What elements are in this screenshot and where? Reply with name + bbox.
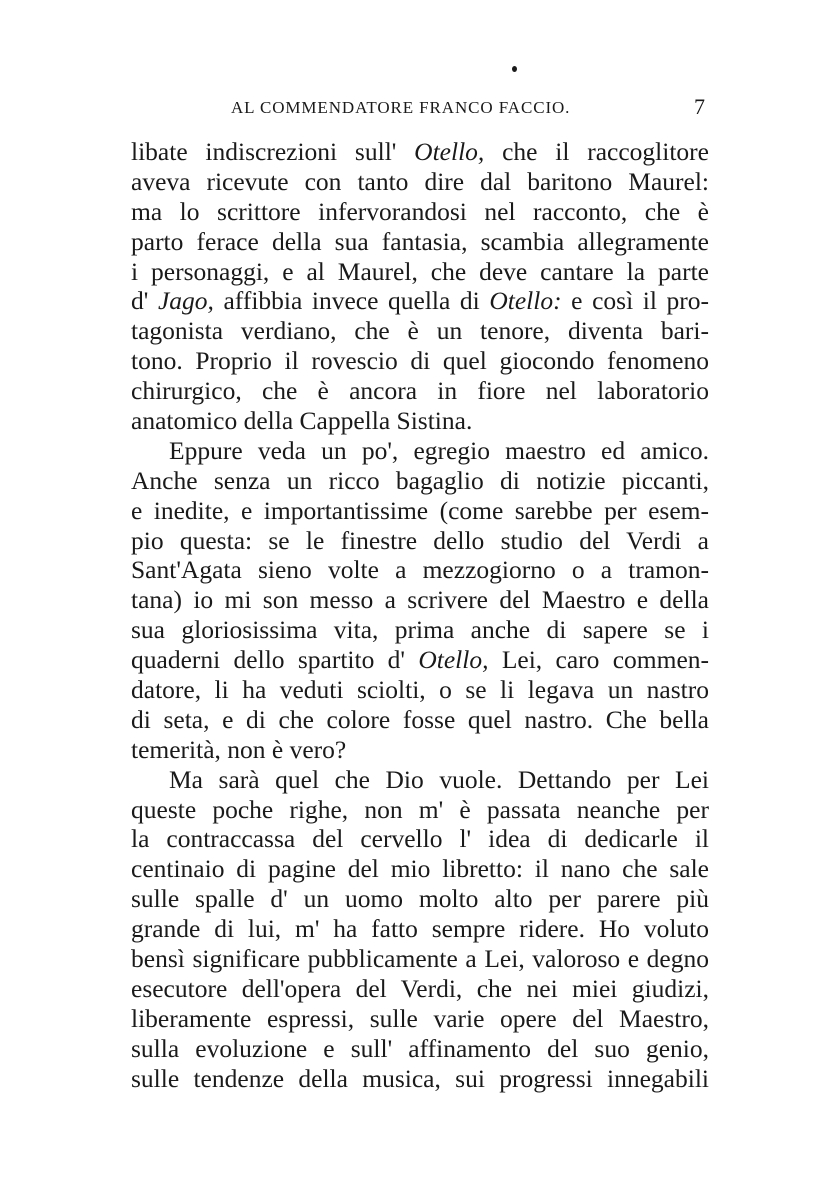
text-line: [131, 914, 709, 944]
text-segment: Lei, caro commen-: [488, 645, 709, 675]
text-line: [131, 1034, 709, 1064]
text-line: [131, 555, 709, 585]
text-segment: chirurgico, che è ancora in fiore nel laboratorio: [131, 376, 709, 406]
text-segment: sua gloriosissima vita, prima anche di sapere se i: [131, 615, 709, 645]
text-line: [131, 765, 709, 795]
text-line: [131, 795, 709, 825]
text-segment: tono. Proprio il rovescio di quel giocondo fenomeno: [131, 346, 709, 376]
text-segment: affibbia invece quella di: [213, 286, 490, 316]
text-line: [131, 974, 709, 1004]
text-segment: ma lo scrittore infervorandosi nel racconto, che è: [131, 196, 709, 226]
body-text: [131, 137, 709, 1094]
running-head: AL COMMENDATORE FRANCO FACCIO.: [231, 98, 571, 117]
text-segment: sulle spalle d' un uomo molto alto per parere più: [131, 884, 709, 914]
text-segment: Sant'Agata sieno volte a mezzogiorno o a tramon-: [131, 555, 709, 585]
text-segment: bensì significare pubblicamente a Lei, valoroso e degno: [131, 944, 709, 974]
text-line: [131, 257, 709, 287]
text-segment: sulle tendenze della musica, sui progressi innegabili: [131, 1063, 709, 1093]
text-line: [131, 376, 709, 406]
text-segment: e così il pro-: [561, 286, 709, 316]
text-line: [131, 496, 709, 526]
italic-title: Jago,: [157, 286, 214, 316]
text-line: [131, 436, 709, 466]
text-line: [131, 197, 709, 227]
text-segment: queste poche righe, non m' è passata neanche per: [131, 794, 709, 824]
text-segment: pio questa: se le finestre dello studio del Verdi a: [131, 525, 709, 555]
text-segment: libate indiscrezioni sull': [131, 137, 415, 166]
text-line: [131, 1064, 709, 1094]
text-line: [131, 824, 709, 854]
italic-title: Otello:: [489, 286, 562, 316]
text-line: [131, 1004, 709, 1034]
text-line: [131, 406, 709, 436]
text-line: [131, 645, 709, 675]
text-segment: e inedite, e importantissime (come sarebbe per esem-: [131, 495, 709, 525]
text-line: [131, 137, 709, 167]
text-line: [131, 705, 709, 735]
text-line: [131, 585, 709, 615]
text-segment: tana) io mi son messo a scrivere del Maestro e della: [131, 585, 709, 615]
italic-title: Otello,: [418, 645, 489, 675]
text-segment: tagonista verdiano, che è un tenore, diventa bari-: [131, 316, 709, 346]
text-segment: sulla evoluzione e sull' affinamento del suo genio,: [131, 1033, 709, 1063]
text-segment: Eppure veda un po', egregio maestro ed amico.: [169, 435, 709, 465]
text-segment: centinaio di pagine del mio libretto: il nano che sale: [131, 854, 709, 884]
text-line: [131, 167, 709, 197]
text-line: [131, 854, 709, 884]
text-segment: parto ferace della sua fantasia, scambia allegramente: [131, 226, 709, 256]
text-segment: d': [131, 286, 158, 316]
text-segment: i personaggi, e al Maurel, che deve cantare la parte: [131, 256, 709, 286]
text-segment: Ma sarà quel che Dio vuole. Dettando per Lei: [169, 764, 709, 794]
page-number: 7: [694, 94, 705, 119]
text-line: [131, 346, 709, 376]
text-segment: Anche senza un ricco bagaglio di notizie piccanti,: [131, 465, 709, 495]
text-segment: di seta, e di che colore fosse quel nastro. Che bella: [131, 704, 709, 734]
ink-speck: [512, 66, 517, 72]
text-line: [131, 526, 709, 556]
text-line: [131, 675, 709, 705]
text-line: [131, 227, 709, 257]
text-segment: datore, li ha veduti sciolti, o se li legava un nastro: [131, 675, 709, 705]
text-segment: aveva ricevute con tanto dire dal baritono Maurel:: [131, 166, 709, 196]
text-segment: temerità, non è vero?: [131, 734, 347, 764]
italic-title: Otello,: [414, 137, 485, 166]
text-segment: anatomico della Cappella Sistina.: [131, 406, 473, 436]
text-line: [131, 615, 709, 645]
text-segment: liberamente espressi, sulle varie opere del Maestro,: [131, 1003, 709, 1033]
text-segment: la contraccassa del cervello l' idea di dedicarle il: [131, 824, 709, 854]
text-line: [131, 735, 709, 765]
text-segment: quaderni dello spartito d': [131, 645, 419, 675]
text-segment: grande di lui, m' ha fatto sempre ridere. Ho voluto: [131, 914, 709, 944]
text-line: [131, 286, 709, 316]
text-line: [131, 466, 709, 496]
text-line: [131, 316, 709, 346]
text-line: [131, 884, 709, 914]
text-segment: esecutore dell'opera del Verdi, che nei miei giudizi,: [131, 973, 709, 1003]
text-line: [131, 944, 709, 974]
text-segment: che il raccoglitore: [484, 137, 709, 166]
